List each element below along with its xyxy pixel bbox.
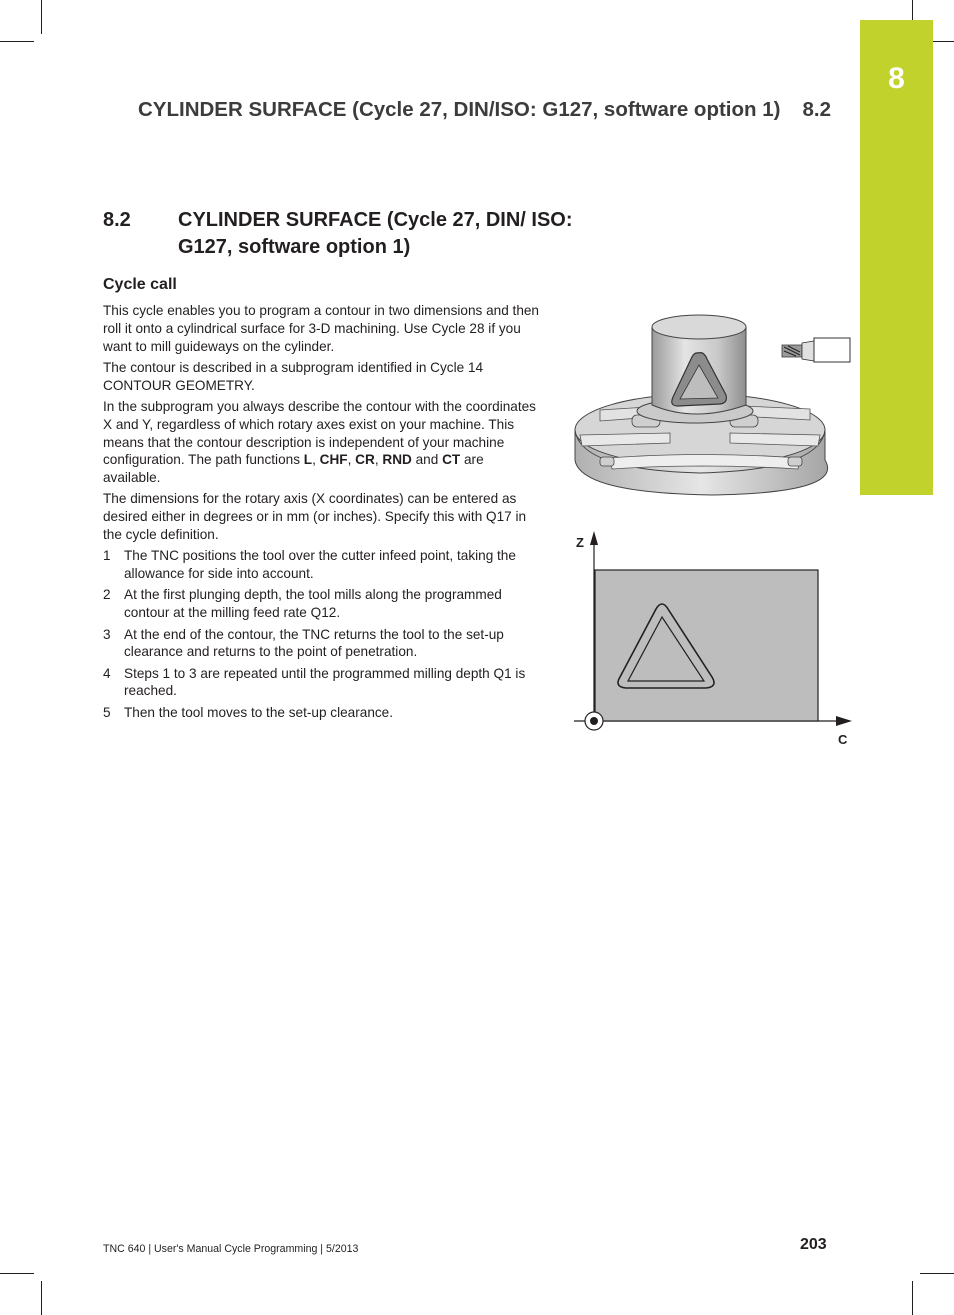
step-list (103, 547, 544, 721)
list-item: 1 The TNC positions the tool over the cutter infeed point, taking the allowance for side into account. (103, 548, 516, 582)
path-function: CHF (319, 452, 348, 468)
running-header (138, 98, 831, 122)
crop-mark (41, 1281, 42, 1315)
path-function: RND (382, 452, 412, 468)
paragraph: In the subprogram you always describe the contour with the coordinates X and Y, regardless of which rotary axes exist on your machine. This means that the contour description is independent of your machine configuration. The path functions L, CHF, CR, RND and CT are available. (103, 398, 536, 486)
c-axis-label: C (838, 732, 848, 747)
body-text (103, 302, 544, 725)
footer-text: TNC 640 | User's Manual Cycle Programming | 5/2013 (103, 1243, 359, 1255)
cylinder-rotary-table-illustration (570, 305, 855, 505)
path-function: L (303, 452, 313, 468)
developed-contour-diagram (570, 525, 855, 755)
subheading: Cycle call (103, 276, 177, 293)
list-item: 4 Steps 1 to 3 are repeated until the programmed milling depth Q1 is reached. (103, 665, 526, 699)
z-axis-label: Z (576, 535, 584, 550)
running-header-title: CYLINDER SURFACE (Cycle 27, DIN/ISO: G127, software option 1) (138, 98, 781, 121)
chapter-tab (860, 20, 933, 495)
paragraph: This cycle enables you to program a contour in two dimensions and then roll it onto a cylindrical surface for 3-D machining. Use Cycle 28 if you want to mill guideways on the cylinder. (103, 303, 539, 354)
paragraph: The dimensions for the rotary axis (X coordinates) can be entered as desired either in degrees or in mm (or inches). Specify this with Q17 in the cycle definition. (103, 491, 527, 543)
crop-mark (0, 1273, 34, 1274)
list-item: 5 Then the tool moves to the set-up clearance. (103, 704, 394, 720)
crop-mark (0, 41, 34, 42)
crop-mark (920, 1273, 954, 1274)
crop-mark (912, 1281, 913, 1315)
paragraph: The contour is described in a subprogram identified in Cycle 14 CONTOUR GEOMETRY. (103, 359, 484, 393)
chapter-number: 8 (888, 62, 905, 95)
running-header-number: 8.2 (802, 98, 831, 121)
crop-mark (41, 0, 42, 34)
path-function: CT (442, 452, 461, 468)
section-number: 8.2 (103, 209, 131, 231)
list-item: 2 At the first plunging depth, the tool mills along the programmed contour at the milling feed rate Q12. (103, 587, 502, 621)
section-title: CYLINDER SURFACE (Cycle 27, DIN/ ISO: G127, software option 1) (178, 209, 573, 258)
page-number: 203 (800, 1236, 827, 1253)
path-function: CR (355, 452, 375, 468)
list-item: 3 At the end of the contour, the TNC returns the tool to the set-up clearance and returns to the point of penetration. (103, 626, 504, 660)
